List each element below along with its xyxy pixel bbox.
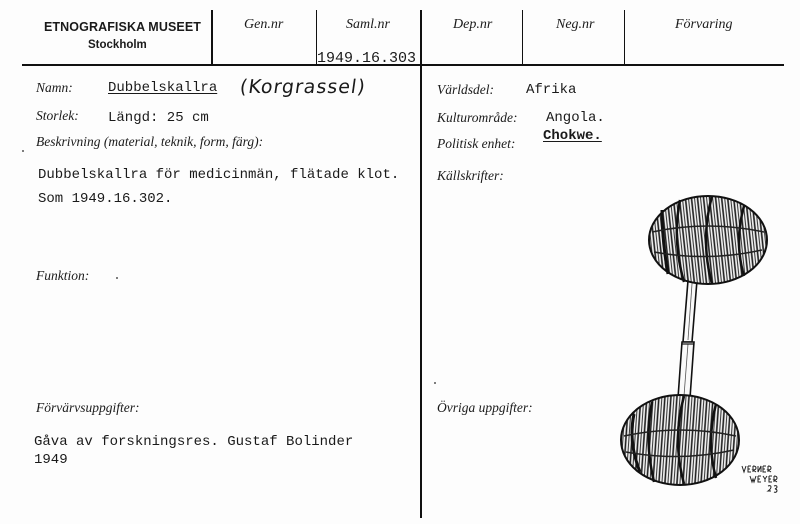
kulturomrade-value: Angola. [546, 110, 605, 126]
varldsdel-label: Världsdel: [437, 82, 494, 97]
dep-nr-label: Dep.nr [453, 17, 493, 32]
museum-name: ETNOGRAFISKA MUSEET [44, 20, 201, 34]
forvarv-line-2: 1949 [34, 452, 68, 468]
beskrivning-line-2: Som 1949.16.302. [38, 191, 173, 207]
rattle-handle [678, 268, 698, 398]
gen-nr-label: Gen.nr [244, 17, 284, 32]
artist-signature [742, 466, 777, 492]
forvarv-label: Förvärvsuppgifter: [36, 400, 140, 415]
namn-value: Dubbelskallra [108, 80, 218, 96]
storlek-label: Storlek: [36, 108, 79, 123]
beskrivning-label: Beskrivning (material, teknik, form, färg): [36, 134, 264, 149]
kulturomrade-label: Kulturområde: [437, 110, 518, 125]
forvarv-line-1: Gåva av forskningsres. Gustaf Bolinder [34, 434, 354, 450]
saml-nr-label: Saml.nr [346, 17, 390, 32]
rattle-top-sphere [649, 196, 767, 284]
varldsdel-value: Afrika [526, 82, 577, 98]
kallskrifter-label: Källskrifter: [437, 168, 504, 183]
politisk-value: Chokwe. [543, 128, 602, 144]
namn-label: Namn: [36, 80, 73, 95]
museum-city: Stockholm [88, 39, 147, 51]
ovriga-label: Övriga uppgifter: [437, 400, 533, 415]
neg-nr-label: Neg.nr [556, 17, 595, 32]
politisk-label: Politisk enhet: [437, 136, 516, 151]
beskrivning-line-1: Dubbelskallra för medicinmän, flätade klot. [38, 167, 400, 183]
storlek-value: Längd: 25 cm [108, 110, 209, 126]
namn-handwritten: (Korgrassel) [238, 76, 368, 98]
rattle-bottom-sphere [621, 395, 739, 485]
funktion-label: Funktion: [36, 268, 90, 283]
forvaring-label: Förvaring [675, 17, 733, 32]
saml-nr-value: 1949.16.303 [317, 50, 417, 67]
